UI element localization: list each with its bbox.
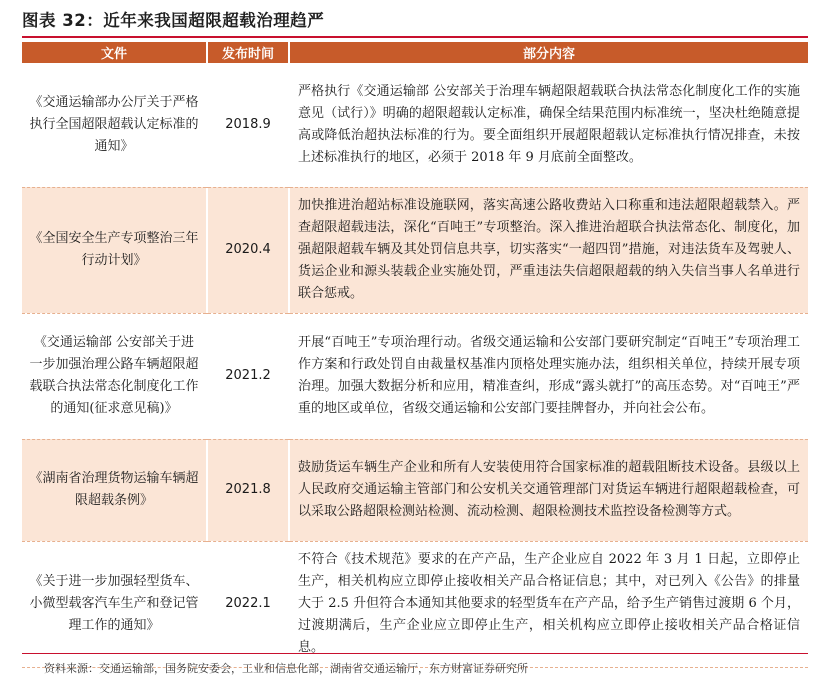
document-name: 《交通运输部 公安部关于进一步加强治理公路车辆超限超载联合执法常态化制度化工作的通知(征求意见稿)》 (22, 313, 206, 439)
footer-divider (22, 653, 808, 654)
table-row (22, 63, 808, 187)
content-excerpt: 鼓励货运车辆生产企业和所有人安装使用符合国家标准的超载阻断技术设备。县级以上人民政府交通运输主管部门和公安机关交通管理部门对货运车辆进行超限超载检查，可以采取公路超限检测站检测、流动检测、超限检测技术监控设备检测等方式。 (290, 439, 808, 541)
table-row (22, 541, 808, 667)
header-date: 发布时间 (208, 42, 288, 63)
table-header-row (22, 42, 808, 63)
title-divider (22, 36, 808, 38)
header-document: 文件 (22, 42, 206, 63)
source-note: 资料来源：交通运输部，国务院安委会，工业和信息化部，湖南省交通运输厅，东方财富证券研究所 (44, 662, 528, 675)
publish-date: 2020.4 (208, 187, 288, 313)
table-row (22, 313, 808, 439)
publish-date: 2022.1 (208, 541, 288, 667)
document-name: 《全国安全生产专项整治三年行动计划》 (22, 187, 206, 313)
document-name: 《湖南省治理货物运输车辆超限超载条例》 (22, 439, 206, 541)
content-excerpt: 加快推进治超站标准设施联网，落实高速公路收费站入口称重和违法超限超载禁入。严查超限超载违法，深化“百吨王”专项整治。深入推进治超联合执法常态化、制度化，加强超限超载车辆及其处罚信息共享，切实落实“一超四罚”措施，对违法货车及驾驶人、货运企业和源头装载企业实施处罚，严重违法失信超限超载的纳入失信当事人名单进行联合惩戒。 (290, 187, 808, 313)
table-row (22, 439, 808, 541)
publish-date: 2021.8 (208, 439, 288, 541)
content-excerpt: 不符合《技术规范》要求的在产产品，生产企业应自 2022 年 3 月 1 日起，立即停止生产，相关机构应立即停止接收相关产品合格证信息；其中，对已列入《公告》的排量大于 2.5 升但符合本通知其他要求的轻型货车在产产品，给予生产销售过渡期 6 个月，过渡期满后，生产企业应立即停止生产，相关机构应立即停止接收相关产品合格证信息。 (290, 541, 808, 667)
table-row (22, 187, 808, 313)
content-excerpt: 严格执行《交通运输部 公安部关于治理车辆超限超载联合执法常态化制度化工作的实施意见（试行）》明确的超限超载认定标准，确保全结果范围内标准统一，坚决杜绝随意提高或降低治超执法标准的行为。要全面组织开展超限超载认定标准执行情况排查，未按上述标准执行的地区，必须于 2018 年 9 月底前全面整改。 (290, 63, 808, 187)
publish-date: 2021.2 (208, 313, 288, 439)
policy-table (22, 42, 808, 668)
publish-date: 2018.9 (208, 63, 288, 187)
content-excerpt: 开展“百吨王”专项治理行动。省级交通运输和公安部门要研究制定“百吨王”专项治理工作方案和行政处罚自由裁量权基准内顶格处理实施办法，组织相关单位，持续开展专项治理。加强大数据分析和应用，精准查纠，形成“露头就打”的高压态势。对“百吨王”严重的地区或单位，省级交通运输和公安部门要挂牌督办，并向社会公布。 (290, 313, 808, 439)
figure-title: 图表 32：近年来我国超限超载治理趋严 (22, 11, 325, 30)
document-name: 《关于进一步加强轻型货车、小微型载客汽车生产和登记管理工作的通知》 (22, 541, 206, 667)
document-name: 《交通运输部办公厅关于严格执行全国超限超载认定标准的通知》 (22, 63, 206, 187)
header-content: 部分内容 (290, 42, 808, 63)
